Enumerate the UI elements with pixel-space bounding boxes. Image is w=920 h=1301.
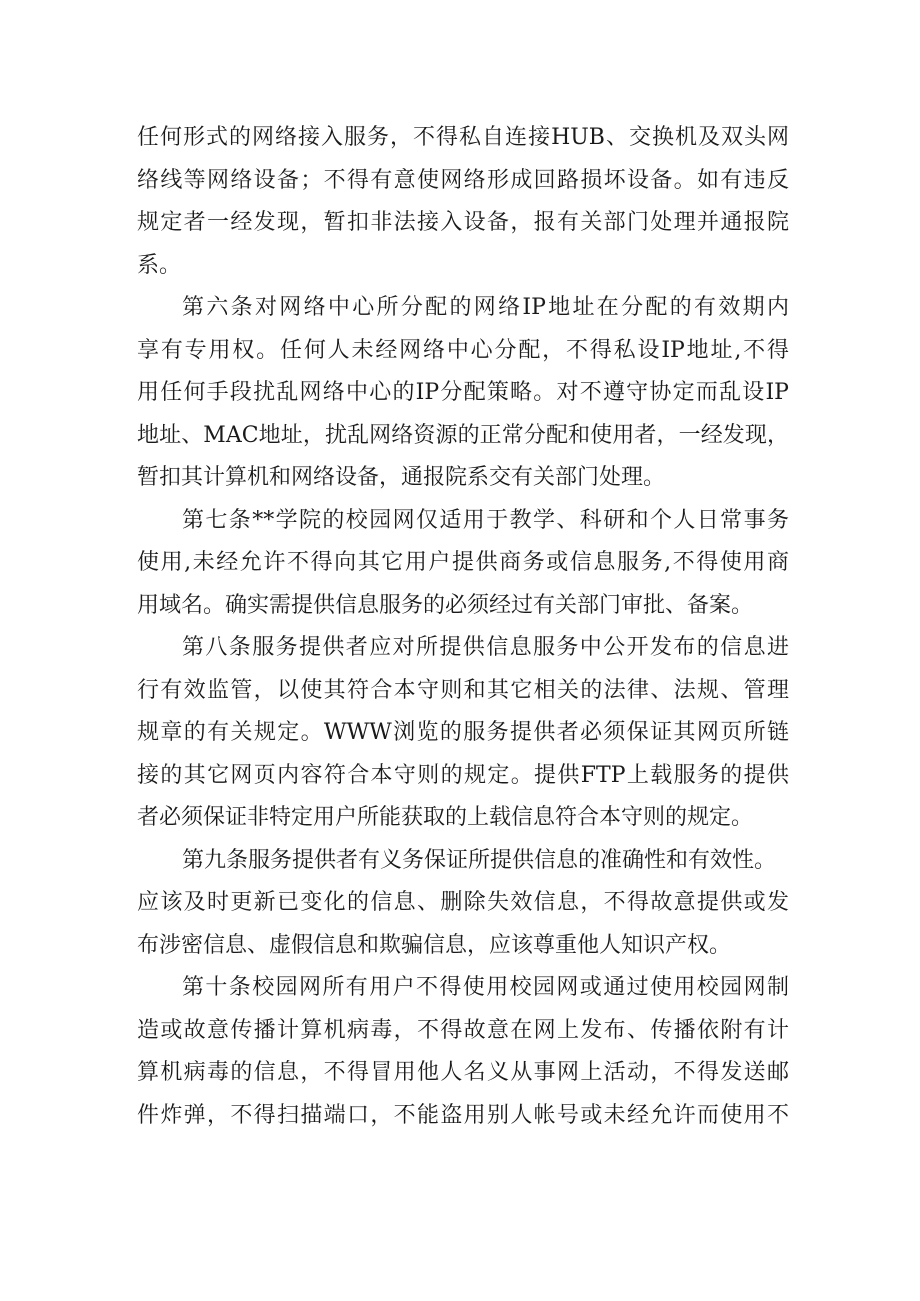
article-7-start: 第七条**学院的校园网仅适用于教学、科研和个人日常事务 <box>182 507 789 533</box>
text-line: 算机病毒的信息，不得冒用他人名义从事网上活动，不得发送邮 <box>137 1060 789 1085</box>
article-6-start: 第六条对网络中心所分配的网络IP地址在分配的有效期内 <box>182 295 789 320</box>
document-body <box>137 117 789 1137</box>
text-line: 用任何手段扰乱网络中心的IP分配策略。对不遵守协定而乱设IP <box>137 380 789 405</box>
text-line: 规章的有关规定。WWW浏览的服务提供者必须保证其网页所链 <box>137 720 789 745</box>
text-line: 件炸弹，不得扫描端口，不能盗用别人帐号或未经允许而使用不 <box>137 1102 789 1128</box>
text-line: 地址、MAC地址，扰乱网络资源的正常分配和使用者，一经发现， <box>137 422 789 448</box>
text-line: 应该及时更新已变化的信息、删除失效信息，不得故意提供或发 <box>137 890 789 915</box>
text-line: 造或故意传播计算机病毒，不得故意在网上发布、传播依附有计 <box>137 1017 789 1043</box>
text-line: 用域名。确实需提供信息服务的必须经过有关部门审批、备案。 <box>137 592 754 618</box>
text-line: 使用,未经允许不得向其它用户提供商务或信息服务,不得使用商 <box>137 550 789 575</box>
text-line: 接的其它网页内容符合本守则的规定。提供FTP上载服务的提供 <box>137 762 789 788</box>
text-line: 布涉密信息、虚假信息和欺骗信息，应该尊重他人知识产权。 <box>137 932 732 958</box>
text-line: 任何形式的网络接入服务，不得私自连接HUB、交换机及双头网 <box>137 125 789 150</box>
text-line: 系。 <box>137 252 182 278</box>
article-9-start: 第九条服务提供者有义务保证所提供信息的准确性和有效性。 <box>182 847 777 873</box>
text-line: 者必须保证非特定用户所能获取的上载信息符合本守则的规定。 <box>137 805 754 830</box>
text-line: 暂扣其计算机和网络设备，通报院系交有关部门处理。 <box>137 465 666 490</box>
article-10-start: 第十条校园网所有用户不得使用校园网或通过使用校园网制 <box>182 975 789 1000</box>
text-line: 行有效监管，以使其符合本守则和其它相关的法律、法规、管理 <box>137 677 789 703</box>
text-line: 络线等网络设备；不得有意使网络形成回路损坏设备。如有违反 <box>137 167 789 193</box>
text-line: 享有专用权。任何人未经网络中心分配，不得私设IP地址,不得 <box>137 337 789 363</box>
text-line: 规定者一经发现，暂扣非法接入设备，报有关部门处理并通报院 <box>137 210 789 235</box>
article-8-start: 第八条服务提供者应对所提供信息服务中公开发布的信息进 <box>182 635 789 660</box>
